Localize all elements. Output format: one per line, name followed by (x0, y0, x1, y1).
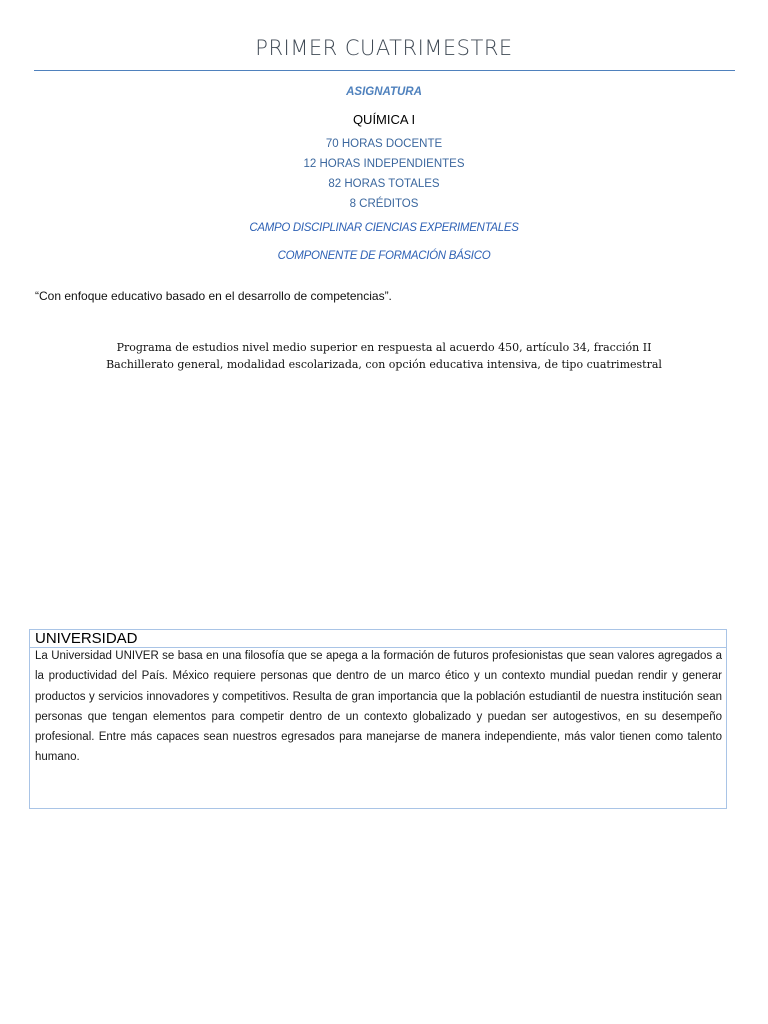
title-divider (34, 70, 735, 71)
hours-teaching: 70 HORAS DOCENTE (325, 138, 443, 150)
credits: 8 CRÉDITOS (349, 198, 419, 210)
componente-formacion: COMPONENTE DE FORMACIÓN BÁSICO (277, 250, 491, 262)
university-body-text: La Universidad UNIVER se basa en una filosofía que se apega a la formación de futuros profesionistas que sean valores agregados a la productividad del País. México requiere personas que dentro de un marco ético y un contexto mundial puedan rendir y generar productos y servicios innovadores y competitivos. Resulta de gran importancia que la población estudiantil de nuestra institución sean personas que tengan elementos para competir dentro de un contexto globalizado y puedan ser autogestivos, en su desempeño profesional. Entre más capaces sean nuestros egresados para manejarse de manera independiente, más valor tienen como talento humano. (35, 650, 722, 764)
program-line-1: Programa de estudios nivel medio superior en respuesta al acuerdo 450, artículo 34, fracción II (116, 341, 652, 354)
program-description (0, 339, 768, 373)
campo-disciplinar: CAMPO DISCIPLINAR CIENCIAS EXPERIMENTALES (249, 222, 519, 234)
subject-name: QUÍMICA I (352, 112, 416, 127)
approach-quote: “Con enfoque educativo basado en el desarrollo de competencias”. (35, 289, 392, 303)
subject-label: ASIGNATURA (346, 86, 422, 98)
university-heading: UNIVERSIDAD (35, 630, 138, 647)
university-section (29, 629, 727, 809)
program-line-2: Bachillerato general, modalidad escolarizada, con opción educativa intensiva, de tipo cuatrimestral (106, 358, 662, 371)
hours-independent: 12 HORAS INDEPENDIENTES (303, 158, 465, 170)
page-title: PRIMER CUATRIMESTRE (255, 36, 513, 60)
hours-list (0, 134, 768, 214)
hours-total: 82 HORAS TOTALES (328, 178, 440, 190)
